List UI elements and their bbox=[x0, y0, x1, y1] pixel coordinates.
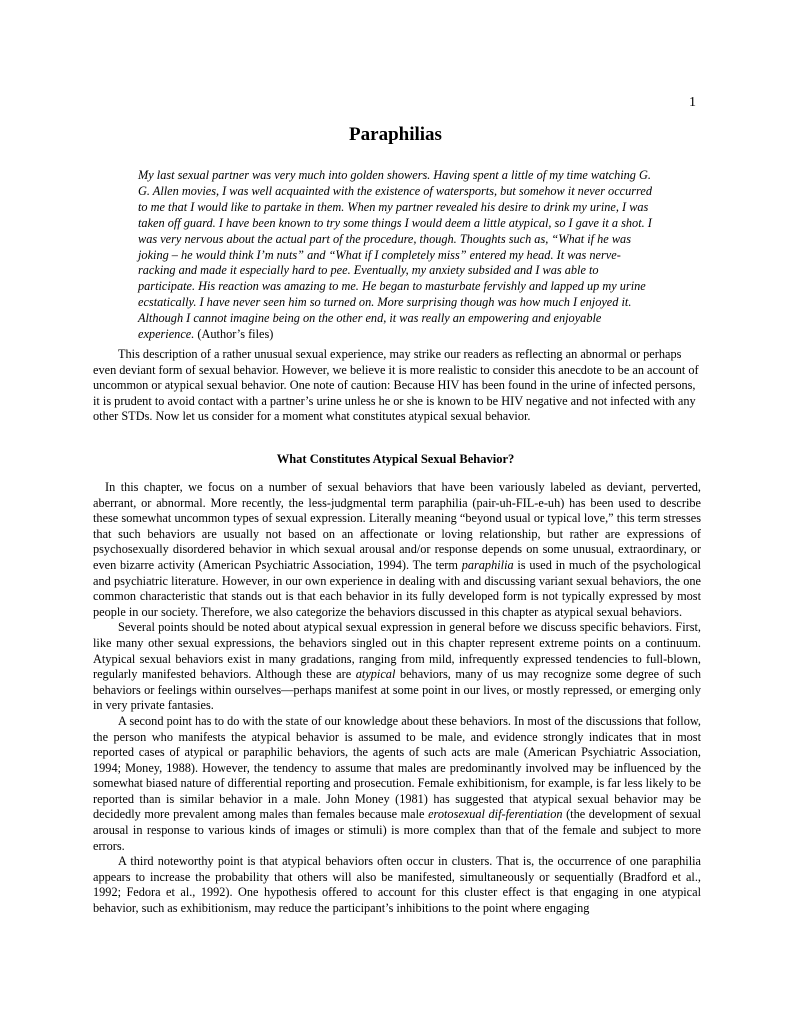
body-paragraph-3-emphasis: erotosexual dif-ferentiation bbox=[428, 807, 563, 822]
body-paragraph-4: A third noteworthy point is that atypical behaviors often occur in clusters. That is, the occurrence of one paraphilia appears to increase the probability that others will also be manifested, simultaneously or sequentially (Bradford et al., 1992; Fedora et al., 1992). One hypothesis offered to account for this cluster effect is that engaging in one atypical behavior, such as exhibitionism, may reduce the participant’s inhibitions to the point where engaging bbox=[93, 854, 701, 916]
epigraph-text: My last sexual partner was very much into golden showers. Having spent a little of my time watching G. G. Allen movies, I was well acquainted with the existence of watersports, but somehow it never occurred to me that I would like to partake in them. When my partner revealed his desire to drink my urine, I was taken off guard. I have been known to try some things I would deem a little atypical, so I gave it a shot. I was very nervous about the actual part of the procedure, though. Thoughts such as, “What if he was joking – he would think I’m nuts” and “What if I completely miss” entered my head. It was nerve-racking and made it especially hard to pee. Eventually, my anxiety subsided and I was able to participate. His reaction was amazing to me. He began to masturbate fervishly and lapped up my urine ecstatically. I have never seen him so turned on. More surprising though was how much I enjoyed it. Although I cannot imagine being on the other end, it was really an empowering and enjoyable experience. bbox=[138, 168, 652, 342]
body-paragraph-2-text-b: behaviors, many of us may recognize some degree of such behaviors or feelings within ourselves—perhaps manifest at some point in our lives, or mostly repressed, or emerging only in very private fantasies. bbox=[93, 667, 701, 713]
body-paragraph-1 bbox=[93, 480, 701, 620]
body-paragraph-2-text-a: Several points should be noted about atypical sexual expression in general before we discuss specific behaviors. First, like many other sexual expressions, the behaviors singled out in this chapter represent extreme points on a continuum. Atypical sexual behaviors exist in many gradations, ranging from mild, infrequently expressed tendencies to full-blown, regularly manifested behaviors. Although these are bbox=[93, 620, 701, 682]
section-heading: What Constitutes Atypical Sexual Behavior? bbox=[276, 452, 515, 466]
page-number: 1 bbox=[689, 95, 696, 110]
page-title: Paraphilias bbox=[349, 124, 442, 145]
epigraph-quote bbox=[138, 168, 658, 343]
section-body bbox=[93, 480, 701, 917]
body-paragraph-1-emphasis: paraphilia bbox=[461, 557, 514, 572]
body-paragraph-1-text-b: is used in much of the psychological and psychiatric literature. However, in our own experience in dealing with and discussing variant sexual behaviors, the one common characteristic that stands out is that each behavior in its fully developed form is not typically expressed by most people in our society. Therefore, we also categorize the behaviors discussed in this chapter as atypical sexual behaviors. bbox=[93, 557, 701, 619]
body-paragraph-2-emphasis: atypical bbox=[355, 667, 396, 682]
body-paragraph-3-text-b: (the development of sexual arousal in response to various kinds of images or stimuli) is more complex than that of the female and subject to more errors. bbox=[93, 807, 701, 853]
body-paragraph-1-text-a: In this chapter, we focus on a number of sexual behaviors that have been variously labeled as deviant, perverted, aberrant, or abnormal. More recently, the less-judgmental term paraphilia (pair-uh-FIL-e-uh) has been used to describe these somewhat uncommon types of sexual expression. Literally meaning “beyond usual or typical love,” this term stresses that such behaviors are usually not based on an affectionate or loving relationship, but rather are expressions of psychosexually disordered behavior in which sexual arousal and/or response depends on some unusual, extraordinary, or even bizarre activity (American Psychiatric Association, 1994). The term bbox=[93, 480, 701, 572]
epigraph-source: (Author’s files) bbox=[197, 327, 274, 342]
intro-paragraph: This description of a rather unusual sexual experience, may strike our readers as reflecting an abnormal or perhaps even deviant form of sexual behavior. However, we believe it is more realistic to consider this anecdote to be an account of uncommon or atypical sexual behavior. One note of caution: Because HIV has been found in the urine of infected persons, it is prudent to avoid contact with a partner’s urine unless he or she is known to be HIV negative and not infected with any other STDs. Now let us consider for a moment what constitutes atypical sexual behavior. bbox=[93, 347, 699, 424]
body-paragraph-3 bbox=[93, 714, 701, 854]
body-paragraph-3-text-a: A second point has to do with the state of our knowledge about these behaviors. In most of the discussions that follow, the person who manifests the atypical behavior is assumed to be male, and evidence strongly indicates that in most reported cases of atypical or paraphilic behaviors, the agents of such acts are male (American Psychiatric Association, 1994; Money, 1988). However, the tendency to assume that males are predominantly involved may be influenced by the somewhat biased nature of differential reporting and prosecution. Female exhibitionism, for example, is far less likely to be reported than is similar behavior in a male. John Money (1981) has suggested that atypical sexual behavior may be decidedly more prevalent among males than females because male bbox=[93, 713, 701, 822]
body-paragraph-2 bbox=[93, 620, 701, 714]
